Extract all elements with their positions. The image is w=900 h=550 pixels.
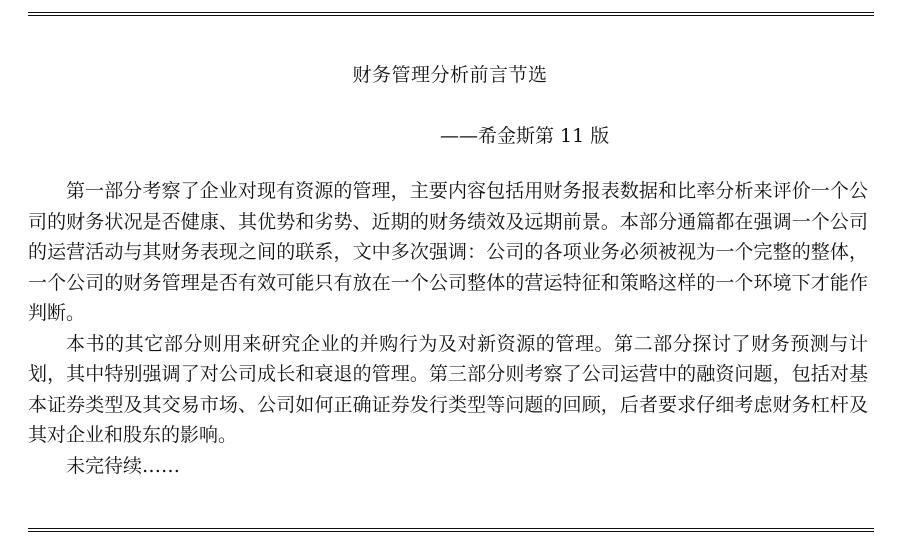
paragraph-1: 第一部分考察了企业对现有资源的管理，主要内容包括用财务报表数据和比率分析来评价一个公司的财务状况是否健康、其优势和劣势、近期的财务绩效及远期前景。本部分通篇都在强调一个公司的运营活动与其财务表现之间的联系，文中多次强调：公司的各项业务必须被视为一个完整的整体，一个公司的财务管理是否有效可能只有放在一个公司整体的营运特征和策略这样的一个环境下才能作判断。 [28, 180, 868, 324]
document-body [28, 176, 868, 481]
document-title: 财务管理分析前言节选 [352, 64, 548, 86]
paragraph-2: 本书的其它部分则用来研究企业的并购行为及对新资源的管理。第二部分探讨了财务预测与计划，其中特别强调了对公司成长和衰退的管理。第三部分则考察了公司运营中的融资问题，包括对基本证券类型及其交易市场、公司如何正确证券发行类型等问题的回顾，后者要求仔细考虑财务杠杆及其对企业和股东的影响。 [28, 332, 868, 446]
top-double-rule [28, 12, 874, 16]
bottom-double-rule [28, 528, 874, 532]
paragraph-3: 未完待续…… [66, 454, 181, 477]
document-byline: ——希金斯第 11 版 [440, 125, 610, 147]
